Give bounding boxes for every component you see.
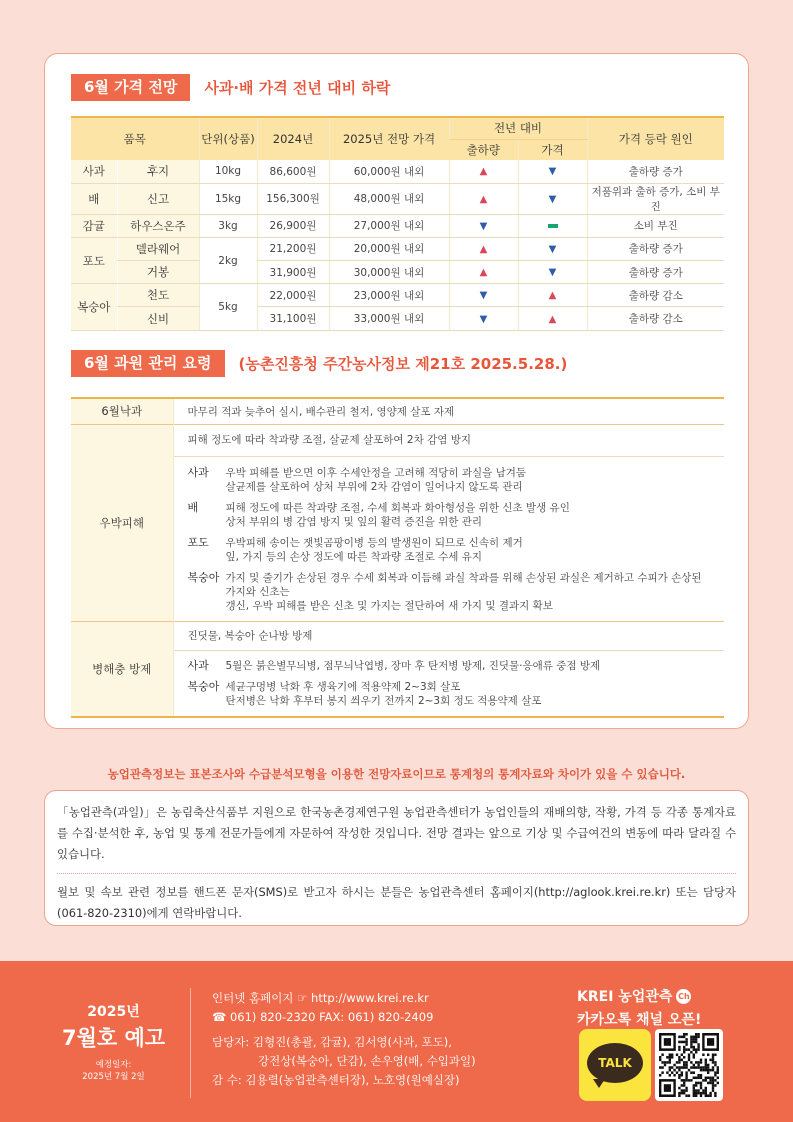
cell-reason: 출하량 감소 <box>587 307 724 330</box>
disclaimer-notice: 농업관측정보는 표본조사와 수급분석모형을 이용한 전망자료이므로 통계청의 통계자료와 차이가 있을 수 있습니다. <box>107 767 686 781</box>
cell-variety: 신고 <box>117 183 199 214</box>
mgmt-section-subtitle: (농촌진흥청 주간농사정보 제21호 2025.5.28.) <box>238 355 568 373</box>
talk-bubble-tail <box>593 1079 605 1088</box>
cell-category: 사과 <box>71 160 117 183</box>
triangle-down-icon: ▼ <box>548 243 557 255</box>
col-shipment: 출하량 <box>449 139 518 160</box>
cell-price-2024: 156,300원 <box>257 183 329 214</box>
footer <box>0 961 793 1122</box>
mgmt-item <box>188 501 711 529</box>
mgmt-item-line: 피해 정도에 따른 착과량 조절, 수세 회복과 화아형성을 위한 신초 발생 유인 <box>225 501 570 514</box>
hail-items <box>174 456 725 621</box>
triangle-up-icon: ▲ <box>479 166 488 178</box>
info-paragraph-2: 월보 및 속보 관련 정보를 핸드폰 문자(SMS)로 받고자 하시는 분들은 농업관측센터 홈페이지(http://aglook.krei.re.kr) 또는 담당자(061-820-2310)에게 연락바랍니다. <box>57 885 736 920</box>
price-row <box>71 261 724 284</box>
info-divider <box>57 873 736 874</box>
price-row <box>71 214 724 237</box>
col-2025: 2025년 전망 가격 <box>329 117 449 160</box>
cell-price-trend <box>518 307 587 330</box>
qr-code-graphic <box>659 1033 719 1097</box>
next-issue-date: 2025년 7월 2일 <box>82 1072 145 1082</box>
cell-price-2025: 48,000원 내외 <box>329 183 449 214</box>
mgmt-item-text <box>226 466 711 494</box>
cell-price-trend <box>518 261 587 284</box>
cell-price-trend <box>518 237 587 260</box>
mgmt-item <box>188 466 711 494</box>
qr-code-icon[interactable] <box>655 1029 723 1101</box>
cell-category: 포도 <box>71 237 117 283</box>
next-issue-date-label: 예정일자: <box>95 1060 132 1070</box>
mgmt-section-header <box>71 350 567 377</box>
mgmt-item-text <box>226 536 711 564</box>
price-row <box>71 307 724 330</box>
col-item: 품목 <box>71 117 199 160</box>
cell-reason: 출하량 감소 <box>587 284 724 307</box>
mgmt-section-tag: 6월 과원 관리 요령 <box>71 350 225 377</box>
outlook-card <box>44 53 749 729</box>
triangle-down-icon: ▼ <box>548 193 557 205</box>
cell-shipment-trend <box>449 284 518 307</box>
cell-price-2025: 27,000원 내외 <box>329 214 449 237</box>
cell-shipment-trend <box>449 214 518 237</box>
triangle-down-icon: ▼ <box>548 166 557 178</box>
mgmt-label-pest: 병해충 방제 <box>71 621 173 717</box>
cell-price-trend <box>518 183 587 214</box>
cell-shipment-trend <box>449 261 518 284</box>
cell-price-2024: 26,900원 <box>257 214 329 237</box>
mgmt-item-crop: 사과 <box>187 465 209 479</box>
triangle-up-icon: ▲ <box>548 290 557 302</box>
cell-unit: 15kg <box>199 183 257 214</box>
cell-shipment-trend <box>449 160 518 183</box>
cell-variety: 거봉 <box>117 261 199 284</box>
kakaotalk-icon[interactable] <box>579 1029 651 1101</box>
mgmt-item-line: 탄저병은 낙화 후부터 봉지 씌우기 전까지 2~3회 정도 적용약제 살포 <box>225 694 542 707</box>
phone-fax: ☎ 061) 820-2320 FAX: 061) 820-2409 <box>212 1010 434 1024</box>
cell-shipment-trend <box>449 307 518 330</box>
cell-price-2025: 23,000원 내외 <box>329 284 449 307</box>
cell-reason: 출하량 증가 <box>587 261 724 284</box>
cell-reason: 출하량 증가 <box>587 160 724 183</box>
cell-unit: 5kg <box>199 284 257 330</box>
cell-price-2024: 22,000원 <box>257 284 329 307</box>
cell-unit: 3kg <box>199 214 257 237</box>
cell-category: 복숭아 <box>71 284 117 330</box>
triangle-down-icon: ▼ <box>479 313 488 325</box>
homepage-link[interactable]: 인터넷 홈페이지 ☞ http://www.krei.re.kr <box>212 991 429 1005</box>
mgmt-item-crop: 복숭아 <box>187 679 220 693</box>
mgmt-text-thinning: 마무리 적과 늦추어 실시, 배수관리 철저, 영양제 살포 자제 <box>187 405 455 418</box>
col-price: 가격 <box>518 139 587 160</box>
mgmt-table <box>71 397 724 718</box>
triangle-up-icon: ▲ <box>548 313 557 325</box>
cell-category: 배 <box>71 183 117 214</box>
cell-price-2024: 21,200원 <box>257 237 329 260</box>
price-row <box>71 284 724 307</box>
mgmt-row-hail <box>71 424 724 621</box>
cell-price-2025: 30,000원 내외 <box>329 261 449 284</box>
cell-price-2025: 33,000원 내외 <box>329 307 449 330</box>
price-row <box>71 160 724 183</box>
col-reason: 가격 등락 원인 <box>587 117 724 160</box>
contact-info <box>212 989 476 1090</box>
triangle-down-icon: ▼ <box>479 220 488 232</box>
mgmt-item-text <box>226 659 711 673</box>
mgmt-item-text <box>226 571 711 613</box>
info-paragraph-1: 「농업관측(과일)」은 농림축산식품부 지원으로 한국농촌경제연구원 농업관측센터가 농업인들의 재배의향, 작황, 가격 등 각종 통계자료를 수집·분석한 후, 농업 및 통계 전문가들에게 자문하여 작성한 것입니다. 전망 결과는 앞으로 기상 및 수급여건의 변동에 따라 달라질 수 있습니다. <box>57 805 736 861</box>
brand-subtitle: 카카오톡 채널 오픈! <box>577 1012 702 1028</box>
flat-icon <box>548 224 558 228</box>
triangle-up-icon: ▲ <box>479 193 488 205</box>
cell-reason: 소비 부진 <box>587 214 724 237</box>
cell-variety: 신비 <box>117 307 199 330</box>
mgmt-item-line: 갱신, 우박 피해를 받은 신초 및 가지는 절단하여 새 가지 및 결과지 확보 <box>225 599 553 612</box>
cell-variety: 하우스온주 <box>117 214 199 237</box>
mgmt-item-crop: 포도 <box>187 535 209 549</box>
footer-divider <box>190 988 191 1098</box>
mgmt-row-pest <box>71 621 724 717</box>
price-section-tag: 6월 가격 전망 <box>71 74 190 101</box>
mgmt-item <box>188 536 711 564</box>
price-row <box>71 237 724 260</box>
cell-price-trend <box>518 284 587 307</box>
cell-price-2024: 86,600원 <box>257 160 329 183</box>
cell-reason: 저품위과 출하 증가, 소비 부진 <box>587 183 724 214</box>
mgmt-intro-pest: 진딧물, 복숭아 순나방 방제 <box>187 629 313 642</box>
price-section-header <box>71 74 390 101</box>
mgmt-item-crop: 사과 <box>187 658 209 672</box>
mgmt-item-text <box>226 501 711 529</box>
mgmt-row-thinning <box>71 398 724 424</box>
mgmt-intro-hail: 피해 정도에 따라 착과량 조절, 살균제 살포하여 2차 감염 방지 <box>187 433 471 446</box>
next-issue <box>56 1001 171 1083</box>
mgmt-item-text <box>226 680 711 708</box>
brand-title: KREI 농업관측 <box>577 989 673 1005</box>
cell-price-2024: 31,900원 <box>257 261 329 284</box>
next-issue-title: 7월호 예고 <box>61 1026 166 1050</box>
kakao-channel <box>577 986 727 1070</box>
mgmt-item-line: 우박피해 송이는 잿빛곰팡이병 등의 발생원이 되므로 신속히 제거 <box>225 536 523 549</box>
mgmt-item-line: 우박 피해를 받으면 이후 수세안정을 고려해 적당히 과실을 남겨둠 <box>225 466 527 479</box>
supervisor-line: 감 수: 김용렬(농업관측센터장), 노호영(원예실장) <box>212 1073 460 1087</box>
cell-variety: 후지 <box>117 160 199 183</box>
mgmt-label-thinning: 6월낙과 <box>71 398 173 424</box>
triangle-up-icon: ▲ <box>479 267 488 279</box>
mgmt-label-hail: 우박피해 <box>71 424 173 621</box>
mgmt-item-line: 5월은 붉은별무늬병, 점무늬낙엽병, 장마 후 탄저병 방제, 진딧물·응애류 중점 방제 <box>225 659 601 672</box>
price-table <box>71 116 724 331</box>
cell-price-trend <box>518 214 587 237</box>
mgmt-item-line: 세균구멍병 낙화 후 생육기에 적용약제 2~3회 살포 <box>225 680 461 693</box>
price-row <box>71 183 724 214</box>
staff-line-2: 강전상(복숭아, 단감), 손우영(배, 수입과일) <box>258 1054 476 1068</box>
mgmt-item <box>188 659 711 673</box>
mgmt-item <box>188 680 711 708</box>
mgmt-item-crop: 복숭아 <box>187 570 220 584</box>
cell-price-2025: 60,000원 내외 <box>329 160 449 183</box>
mgmt-item-line: 잎, 가지 등의 손상 정도에 따른 착과량 조절로 수세 유지 <box>225 550 483 563</box>
cell-unit: 2kg <box>199 237 257 283</box>
cell-shipment-trend <box>449 183 518 214</box>
mgmt-item-crop: 배 <box>187 500 199 514</box>
triangle-up-icon: ▲ <box>479 243 488 255</box>
staff-line-1: 담당자: 김형진(총괄, 감귤), 김서영(사과, 포도), <box>212 1035 452 1049</box>
mgmt-item-line: 가지 및 줄기가 손상된 경우 수세 회복과 이듬해 과실 착과를 위해 손상된 과실은 제거하고 수피가 손상된 가지와 신초는 <box>225 571 702 598</box>
next-issue-year: 2025년 <box>87 1004 140 1020</box>
cell-shipment-trend <box>449 237 518 260</box>
cell-variety: 천도 <box>117 284 199 307</box>
cell-price-trend <box>518 160 587 183</box>
pest-items <box>174 650 725 716</box>
mgmt-item-line: 살균제를 살포하여 상처 부위에 2차 감염이 일어나지 않도록 관리 <box>225 480 523 493</box>
col-unit: 단위(상품) <box>199 117 257 160</box>
talk-bubble: TALK <box>587 1043 643 1083</box>
cell-price-2025: 20,000원 내외 <box>329 237 449 260</box>
cell-category: 감귤 <box>71 214 117 237</box>
cell-unit: 10kg <box>199 160 257 183</box>
cell-variety: 델라웨어 <box>117 237 199 260</box>
channel-icon: Ch <box>676 989 691 1004</box>
cell-price-2024: 31,100원 <box>257 307 329 330</box>
price-section-subtitle: 사과·배 가격 전년 대비 하락 <box>204 79 391 97</box>
col-2024: 2024년 <box>257 117 329 160</box>
triangle-down-icon: ▼ <box>548 267 557 279</box>
mgmt-item <box>188 571 711 613</box>
info-box <box>44 790 749 926</box>
col-yoy: 전년 대비 <box>449 117 587 139</box>
cell-reason: 출하량 증가 <box>587 237 724 260</box>
triangle-down-icon: ▼ <box>479 290 488 302</box>
mgmt-item-line: 상처 부위의 병 감염 방지 및 잎의 활력 증진을 위한 관리 <box>225 515 483 528</box>
